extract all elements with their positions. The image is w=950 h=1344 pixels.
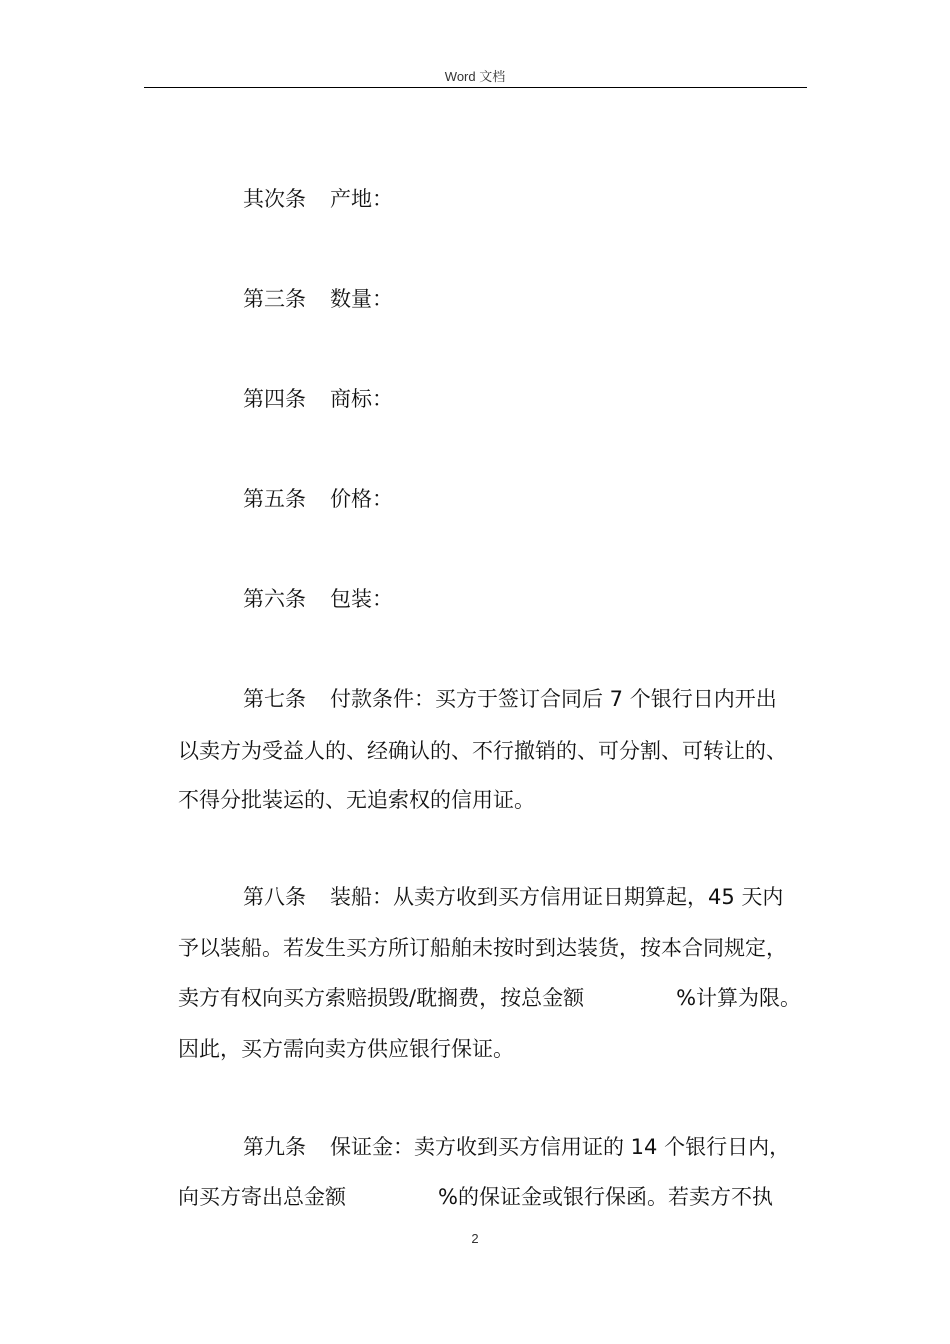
line-text: %的保证金或银行保函。若卖方不执 <box>438 1185 773 1209</box>
article-text: 付款条件：买方于签订合同后 7 个银行日内开出 <box>330 687 777 711</box>
article-7-first-line <box>243 685 893 713</box>
article-text: 装船：从卖方收到买方信用证日期算起，45 天内 <box>330 885 784 909</box>
article-title: 产地： <box>330 187 393 211</box>
article-number: 第七条 <box>243 687 306 711</box>
article-3 <box>243 285 893 313</box>
article-title: 包装： <box>330 587 393 611</box>
article-number: 第五条 <box>243 487 306 511</box>
article-number: 第三条 <box>243 287 306 311</box>
article-5 <box>243 485 893 513</box>
article-4 <box>243 385 893 413</box>
article-number: 第八条 <box>243 885 306 909</box>
article-title: 商标： <box>330 387 393 411</box>
article-8-line-3 <box>178 984 828 1012</box>
article-title: 数量： <box>330 287 393 311</box>
line-text: 卖方有权向买方索赔损毁/耽搁费，按总金额 <box>178 986 585 1010</box>
article-title: 价格： <box>330 487 393 511</box>
article-6 <box>243 585 893 613</box>
article-8-line-4: 因此，买方需向卖方供应银行保证。 <box>178 1037 514 1061</box>
article-number: 第六条 <box>243 587 306 611</box>
header-divider <box>144 87 807 88</box>
article-9-first-line <box>243 1133 893 1161</box>
article-2 <box>243 185 893 213</box>
page-number: 2 <box>471 1231 479 1246</box>
line-text: 向买方寄出总金额 <box>178 1185 346 1209</box>
article-8-line-2: 予以装船。若发生买方所订船舶未按时到达装货，按本合同规定， <box>178 936 787 960</box>
article-9-line-2 <box>178 1183 828 1211</box>
article-7-line-2: 以卖方为受益人的、经确认的、不行撤销的、可分割、可转让的、 <box>178 739 787 763</box>
article-number: 其次条 <box>243 187 306 211</box>
article-number: 第九条 <box>243 1135 306 1159</box>
article-text: 保证金：卖方收到买方信用证的 14 个银行日内， <box>330 1135 791 1159</box>
line-text: %计算为限。 <box>676 986 802 1010</box>
article-number: 第四条 <box>243 387 306 411</box>
page-header-title: Word 文档 <box>444 69 506 84</box>
article-7-line-3: 不得分批装运的、无追索权的信用证。 <box>178 788 535 812</box>
article-8-first-line <box>243 883 893 911</box>
